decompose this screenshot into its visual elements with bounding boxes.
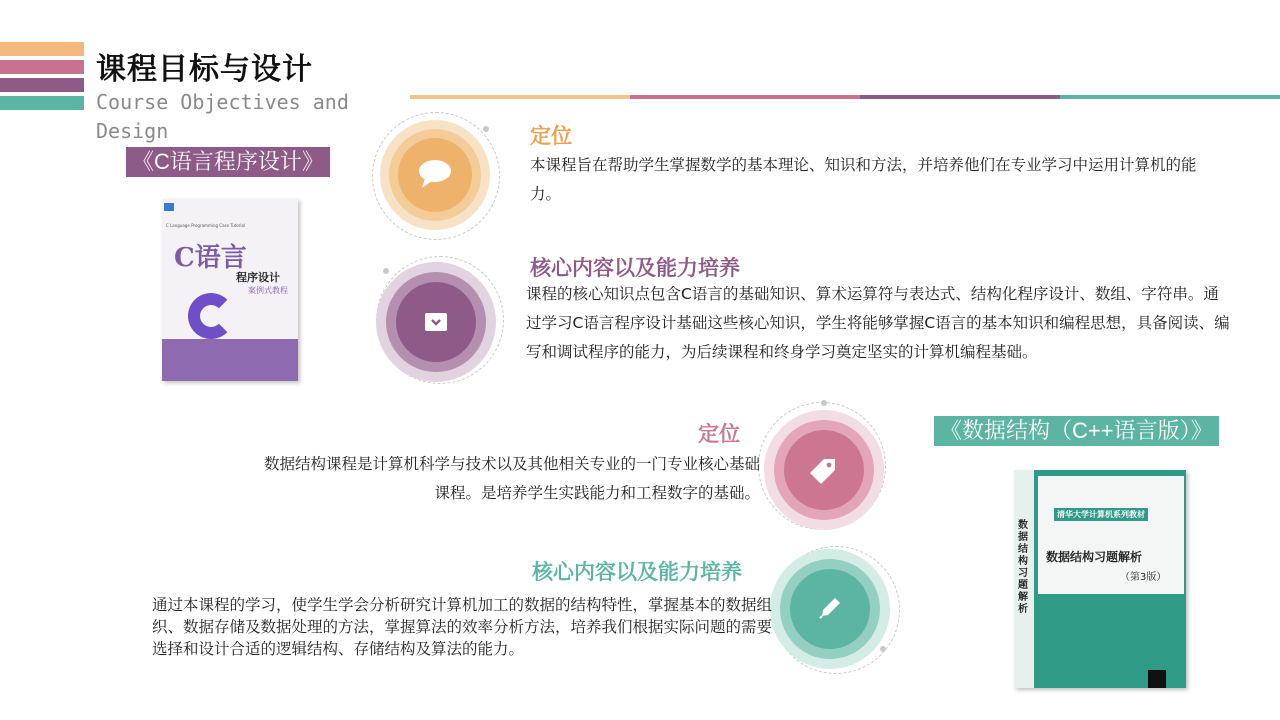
stripe-orange	[0, 42, 84, 56]
tag-icon	[808, 456, 838, 486]
course2-section2-heading: 核心内容以及能力培养	[532, 559, 742, 584]
book2-series: 清华大学计算机系列教材	[1054, 508, 1148, 521]
circle3-dot	[821, 400, 827, 406]
speech-bubble-icon	[417, 158, 453, 190]
course2-book-cover	[1014, 470, 1186, 688]
book1-line3: 案例式教程	[248, 286, 288, 295]
book2-corner-block	[1148, 670, 1166, 688]
page-title: 课程目标与设计	[96, 52, 313, 87]
book2-title: 数据结构习题解析	[1046, 550, 1143, 564]
course1-book-cover	[162, 199, 298, 381]
course1-section1-heading: 定位	[530, 123, 572, 148]
circle1-dot	[483, 126, 489, 132]
course2-section2-text: 通过本课程的学习，使学生学会分析研究计算机加工的数据的结构特性，掌握基本的数据组织、数据存储及数据处理的方法，掌握算法的效率分析方法，培养我们根据实际问题的需要选择和设计合适的逻辑结构、存储结构及算法的能力。	[152, 596, 773, 658]
pencil-icon	[817, 595, 843, 621]
course1-section1-text: 本课程旨在帮助学生掌握数学的基本理论、知识和方法，并培养他们在专业学习中运用计算机的能力。	[530, 156, 1197, 203]
course1-section2-heading: 核心内容以及能力培养	[530, 255, 740, 280]
stripe-purple	[0, 78, 84, 92]
course2-name: 《数据结构（C++语言版）》	[934, 416, 1219, 446]
course2-section1-heading: 定位	[698, 421, 740, 446]
stripe-pink	[0, 60, 84, 74]
book1-big-title: C语言	[174, 243, 247, 273]
course1-name: 《C语言程序设计》	[126, 147, 330, 177]
book1-en-title: C Language Programming Case Tutorial	[166, 223, 246, 228]
book1-c-logo-icon	[188, 293, 234, 339]
header-divider-orange	[410, 95, 630, 99]
stripe-teal	[0, 96, 84, 110]
course1-section2-text: 课程的核心知识点包含C语言的基础知识、算术运算符与表达式、结构化程序设计、数组、字符串。通过学习C语言程序设计基础这些核心知识，学生将能够掌握C语言的基本知识和编程思想，具备阅读、编写和调试程序的能力，为后续课程和终身学习奠定坚实的计算机编程基础。	[526, 285, 1230, 361]
book1-line2: 程序设计	[236, 271, 280, 284]
book2-edition: （第3版）	[1120, 572, 1167, 583]
book2-spine-title: 数据结构习题解析	[1018, 520, 1028, 615]
header-divider-purple	[860, 95, 1060, 99]
book1-bottom-band	[162, 339, 298, 381]
course2-section1-text: 数据结构课程是计算机科学与技术以及其他相关专业的一门专业核心基础课程。是培养学生实践能力和工程数字的基础。	[263, 455, 760, 502]
page-subtitle: Course Objectives and Design	[96, 90, 349, 143]
circle2-dot	[383, 268, 389, 274]
archive-box-icon	[423, 309, 449, 335]
circle4-dot	[880, 646, 886, 652]
book1-logo	[164, 203, 174, 211]
header-divider-pink	[630, 95, 860, 99]
header-divider-teal	[1060, 95, 1280, 99]
